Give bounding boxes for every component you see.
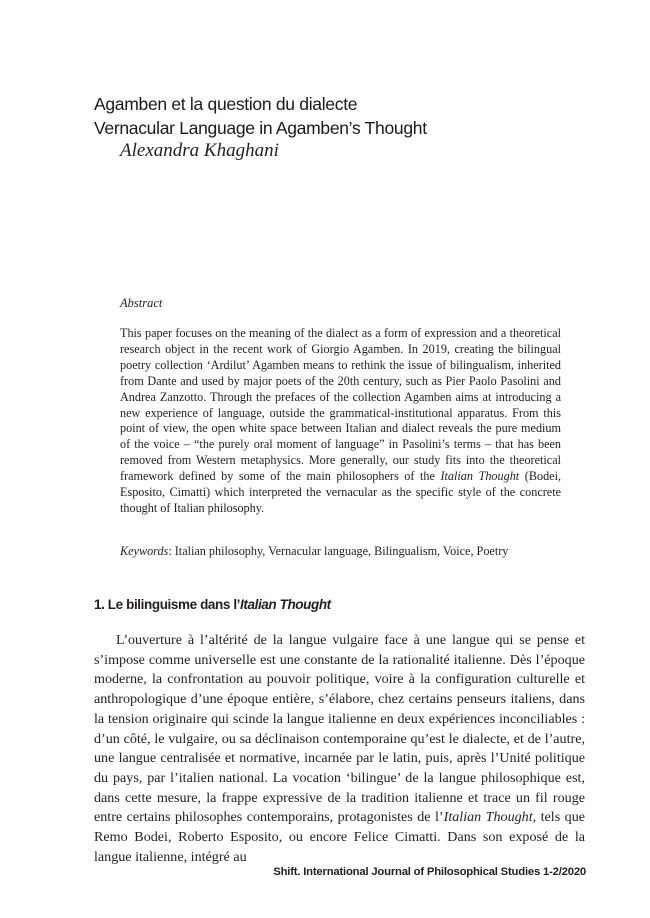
keywords-text: : Italian philosophy, Vernacular language, Bilingualism, Voice, Poetry <box>168 544 509 558</box>
body-italic-term: Italian Thought <box>443 809 533 826</box>
section-heading <box>94 597 331 612</box>
body-text-part-b: , tels que Remo Bodei, Roberto Esposito, ou encore Felice Cimatti. Dans son exposé de la langue italienne, intégré au <box>94 809 586 865</box>
body-text-part-a: L’ouverture à l’altérité de la langue vulgaire face à une langue qui se pense et s’impose comme universelle est une constante de la rationalité italienne. Dès l’époque moderne, la confrontation au pouvoir politique, voire à la configuration culturelle et anthropologique d’une époque entière, s’élabore, chez certains penseurs italiens, dans la tension originaire qui scinde la langue italienne en deux expériences inconciliables : d’un côté, le vulgaire, ou sa déclinaison contemporaine qu’est le dialecte, et de l’autre, une langue centralisée et normative, incarnée par le latin, puis, après l’Unité politique du pays, par l’italien national. La vocation ‘bilingue’ de la langue philosophique est, dans cette mesure, la frappe expressive de la tradition italienne et trace un fil rouge entre certains philosophes contemporains, protagonistes de l’ <box>94 632 585 826</box>
abstract-text-part-a: This paper focuses on the meaning of the dialect as a form of expression and a theoretical research object in the recent work of Giorgio Agamben. In 2019, creating the bilingual poetry collection ‘Ardilut’ Agamben means to rethink the issue of bilingualism, inherited from Dante and used by major poets of the 20th century, such as Pier Paolo Pasolini and Andrea Zanzotto. Through the prefaces of the collection Agamben aims at introducing a new experience of language, outside the grammatical-institutional apparatus. From this point of view, the open white space between Italian and dialect reveals the pure medium of the voice – “the purely oral moment of language” in Pasolini’s terms – that has been removed from Western metaphysics. More generally, our study fits into the theoretical framework defined by some of the main philosophers of the <box>120 326 561 484</box>
title-french: Agamben et la question du dialecte <box>94 94 358 114</box>
journal-footer: Shift. International Journal of Philosophical Studies 1-2/2020 <box>273 866 586 878</box>
title-english: Vernacular Language in Agamben’s Thought <box>94 118 427 138</box>
abstract-text-part-b: (Bodei, Esposito, Cimatti) which interpreted the vernacular as the specific style of the concrete thought of Italian philosophy. <box>120 469 562 515</box>
author-name: Alexandra Khaghani <box>120 140 279 161</box>
abstract-heading: Abstract <box>120 296 163 310</box>
keywords-label: Keywords <box>120 544 169 558</box>
body-paragraph <box>94 631 585 867</box>
section-heading-prefix: 1. Le bilinguisme dans l’ <box>94 597 241 612</box>
abstract-italic-term: Italian Thought <box>440 469 520 484</box>
section-heading-italic: Italian Thought <box>240 597 331 612</box>
abstract-text <box>120 326 561 517</box>
keywords-line <box>120 544 508 559</box>
